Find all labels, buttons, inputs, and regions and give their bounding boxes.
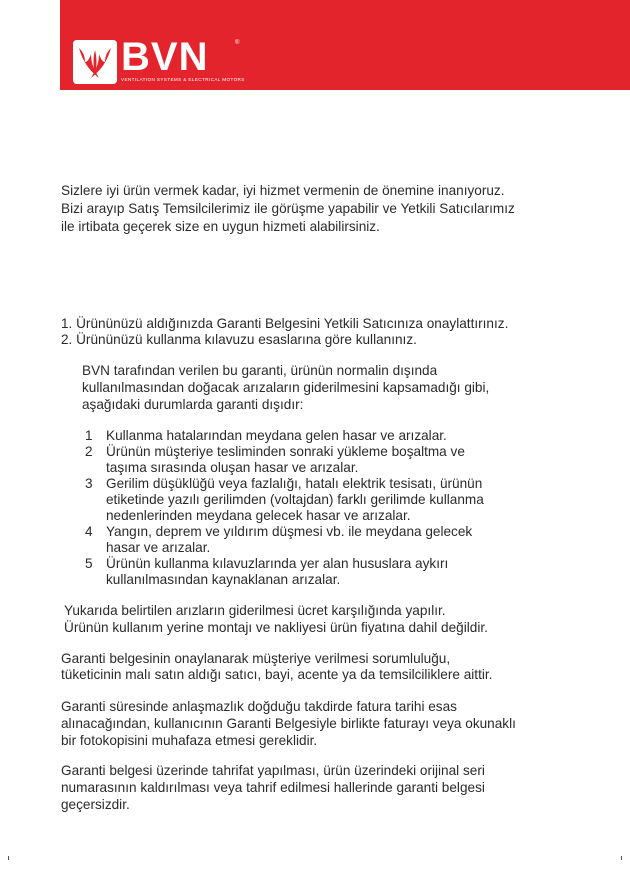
tamper-line-2: numarasının kaldırılması veya tahrif edilmesi hallerinde garanti belgesi	[61, 780, 485, 795]
exclusion-text: etiketinde yazılı gerilimden (voltajdan) farklı gerilimde kullanma	[106, 492, 484, 507]
exclusion-text: Ürünün kullanma kılavuzlarında yer alan hususlara aykırı	[106, 556, 449, 571]
crop-mark	[8, 856, 9, 860]
brand-name: BVN	[121, 35, 209, 79]
registered-mark: ®	[235, 40, 240, 46]
responsibility-line-2: tüketicinin malı satın aldığı satıcı, bayi, acente ya da temsilciliklere aittir.	[61, 667, 493, 682]
step-2: 2. Ürününüzü kullanma kılavuzu esaslarına göre kullanınız.	[61, 332, 417, 347]
tamper-line-1: Garanti belgesi üzerinde tahrifat yapılması, ürün üzerindeki orijinal seri	[61, 763, 485, 778]
brand-logo	[73, 35, 245, 86]
exclusion-text: nedenlerinden meydana gelecek hasar ve arızalar.	[106, 508, 411, 523]
wing-icon	[73, 40, 117, 84]
exclusion-number: 4	[85, 524, 93, 539]
scope-line-1: BVN tarafından verilen bu garanti, ürünün normalin dışında	[82, 363, 438, 378]
exclusion-text: Ürünün müşteriye tesliminden sonraki yükleme boşaltma ve	[106, 444, 465, 459]
exclusion-number: 2	[85, 444, 93, 459]
intro-line-3: ile irtibata geçerek size en uygun hizmeti alabilirsiniz.	[61, 219, 380, 234]
step-1: 1. Ürününüzü aldığınızda Garanti Belgesini Yetkili Satıcınıza onaylattırınız.	[61, 316, 509, 331]
tamper-line-3: geçersizdir.	[61, 797, 130, 812]
exclusion-number: 3	[85, 476, 93, 491]
exclusion-text: kullanılmasından kaynaklanan arızalar.	[106, 572, 341, 587]
intro-line-1: Sizlere iyi ürün vermek kadar, iyi hizmet vermenin de önemine inanıyoruz.	[61, 183, 505, 198]
scope-line-3: aşağıdaki durumlarda garanti dışıdır:	[82, 397, 304, 412]
dispute-line-3: bir fotokopisini muhafaza etmesi gereklidir.	[61, 733, 318, 748]
exclusion-text: hasar ve arızalar.	[106, 540, 211, 555]
exclusion-number: 1	[85, 428, 93, 443]
brand-tagline: VENTILATION SYSTEMS & ELECTRICAL MOTORS	[121, 77, 245, 82]
dispute-line-2: alınacağından, kullanıcının Garanti Belgesiyle birlikte faturayı veya okunaklı	[61, 716, 516, 731]
crop-mark	[621, 856, 622, 860]
paid-repair-line-1: Yukarıda belirtilen arızların giderilmesi ücret karşılığında yapılır.	[64, 603, 446, 618]
exclusion-text: Gerilim düşüklüğü veya fazlalığı, hatalı elektrik tesisatı, ürünün	[106, 476, 483, 491]
exclusion-text: taşıma sırasında oluşan hasar ve arızalar.	[106, 460, 359, 475]
intro-line-2: Bizi arayıp Satış Temsilcilerimiz ile görüşme yapabilir ve Yetkili Satıcılarımız	[61, 201, 515, 216]
exclusion-text: Yangın, deprem ve yıldırım düşmesi vb. ile meydana gelecek	[106, 524, 473, 539]
dispute-line-1: Garanti süresinde anlaşmazlık doğduğu takdirde fatura tarihi esas	[61, 699, 457, 714]
responsibility-line-1: Garanti belgesinin onaylanarak müşteriye verilmesi sorumluluğu,	[61, 651, 451, 666]
scope-line-2: kullanılmasından doğacak arızaların giderilmesini kapsamadığı gibi,	[82, 380, 490, 395]
paid-repair-line-2: Ürünün kullanım yerine montajı ve nakliyesi ürün fiyatına dahil değildir.	[64, 620, 488, 635]
exclusion-text: Kullanma hatalarından meydana gelen hasar ve arızalar.	[106, 428, 447, 443]
exclusion-number: 5	[85, 556, 93, 571]
